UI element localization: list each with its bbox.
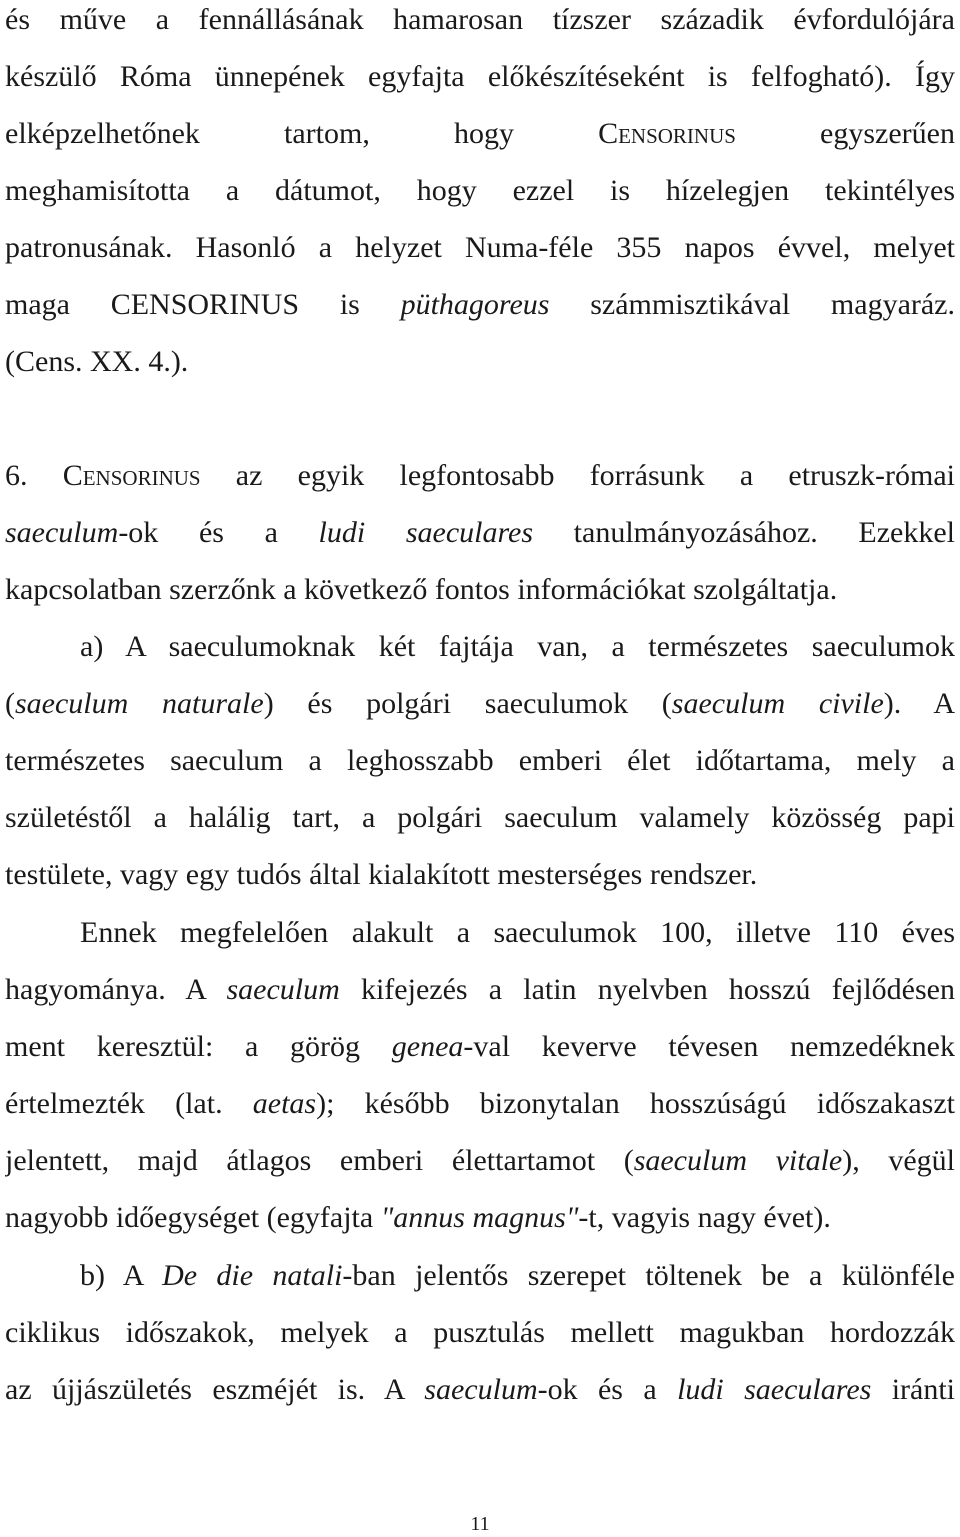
- text-span: -t, vagyis nagy évet).: [578, 1201, 831, 1234]
- text-span: értelmezték (lat.: [5, 1087, 253, 1120]
- text-span: hagyománya. A: [5, 973, 227, 1006]
- text-span: az egyik legfontosabb forrásunk a etruszk-római: [200, 459, 955, 492]
- text-span: -ok és a: [118, 516, 319, 549]
- text-line: [5, 513, 955, 553]
- italic-term: De die natali: [162, 1259, 343, 1292]
- text-span: maga CENSORINUS is: [5, 288, 401, 321]
- text-span: ) és polgári saeculumok (: [263, 687, 672, 720]
- text-span: kifejezés a latin nyelvben hosszú fejlődésen: [339, 973, 955, 1006]
- text-span: b) A: [80, 1259, 163, 1292]
- text-line: [5, 171, 955, 211]
- text-line: [80, 1256, 955, 1296]
- text-line: [5, 57, 955, 97]
- text-span: jelentett, majd átlagos emberi élettartamot (: [5, 1144, 634, 1177]
- italic-term: saeculum: [424, 1373, 538, 1406]
- italic-term: saeculum: [5, 516, 119, 549]
- text-span: patronusának. Hasonló a helyzet Numa-féle 355 napos évvel, melyet: [5, 231, 955, 264]
- italic-term: saeculum naturale: [15, 687, 264, 720]
- text-span: ciklikus időszakok, melyek a pusztulás mellett magukban hordozzák: [5, 1316, 955, 1349]
- text-line: [5, 1370, 955, 1410]
- text-span: meghamisította a dátumot, hogy ezzel is hízelegjen tekintélyes: [5, 174, 955, 207]
- italic-term: ludi saeculares: [318, 516, 534, 549]
- text-line: [5, 114, 955, 154]
- text-line: [5, 1313, 955, 1353]
- text-span: testülete, vagy egy tudós által kialakított mesterséges rendszer.: [5, 858, 758, 891]
- text-line: [5, 1084, 955, 1124]
- italic-term: püthagoreus: [400, 288, 550, 321]
- section-number: 6.: [5, 459, 63, 492]
- text-line: [5, 798, 955, 838]
- text-span: készülő Róma ünnepének egyfajta előkészítéseként is felfogható). Így: [5, 60, 955, 93]
- text-span: elképzelhetőnek tartom, hogy: [5, 117, 599, 150]
- text-line: [5, 0, 955, 40]
- italic-term: ludi saeculares: [677, 1373, 872, 1406]
- text-line: [5, 741, 955, 781]
- text-span: ). A: [883, 687, 955, 720]
- text-span: Ennek megfelelően alakult a saeculumok 100, illetve 110 éves: [80, 916, 955, 949]
- text-span: tanulmányozásához. Ezekkel: [533, 516, 955, 549]
- italic-term: "annus magnus": [380, 1201, 579, 1234]
- section-heading-line: [5, 456, 955, 496]
- text-span: ment keresztül: a görög: [5, 1030, 392, 1063]
- text-span: nagyobb időegységet (egyfajta: [5, 1201, 381, 1234]
- text-line: [5, 285, 955, 325]
- italic-term: saeculum: [226, 973, 340, 1006]
- text-span: ); később bizonytalan hosszúságú időszakaszt: [316, 1087, 955, 1120]
- text-span: -ok és a: [537, 1373, 678, 1406]
- text-span: ), végül: [842, 1144, 955, 1177]
- author-name: Censorinus: [598, 117, 736, 150]
- text-span: -ban jelentős szerepet töltenek be a különféle: [342, 1259, 955, 1292]
- author-name: Censorinus: [62, 459, 201, 492]
- text-line: [5, 228, 955, 268]
- text-span: születéstől a halálig tart, a polgári saeculum valamely közösség papi: [5, 801, 955, 834]
- text-line: [5, 342, 955, 382]
- text-line: [5, 1141, 955, 1181]
- italic-term: saeculum vitale: [633, 1144, 843, 1177]
- text-span: az újjászületés eszméjét is. A: [5, 1373, 425, 1406]
- text-line: [80, 913, 955, 953]
- text-line: [80, 627, 955, 667]
- text-span: a) A saeculumoknak két fajtája van, a természetes saeculumok: [80, 630, 955, 663]
- text-span: egyszerűen: [735, 117, 955, 150]
- text-line: [5, 855, 955, 895]
- page-number: 11: [470, 1513, 490, 1535]
- text-line: [5, 684, 955, 724]
- italic-term: aetas: [252, 1087, 317, 1120]
- text-span: -val keverve tévesen nemzedéknek: [463, 1030, 955, 1063]
- italic-term: saeculum civile: [671, 687, 884, 720]
- text-line: [5, 570, 955, 610]
- text-line: [5, 1198, 955, 1238]
- text-span: kapcsolatban szerzőnk a következő fontos információkat szolgáltatja.: [5, 573, 838, 606]
- text-line: [5, 970, 955, 1010]
- text-span: iránti: [871, 1373, 955, 1406]
- italic-term: genea: [391, 1030, 464, 1063]
- text-span: számmisztikával magyaráz.: [549, 288, 955, 321]
- text-line: [5, 1027, 955, 1067]
- text-span: és műve a fennállásának hamarosan tízszer századik évfordulójára: [5, 3, 955, 36]
- text-span: (: [5, 687, 15, 720]
- citation: (Cens. XX. 4.).: [5, 345, 189, 378]
- text-span: természetes saeculum a leghosszabb emberi élet időtartama, mely a: [5, 744, 955, 777]
